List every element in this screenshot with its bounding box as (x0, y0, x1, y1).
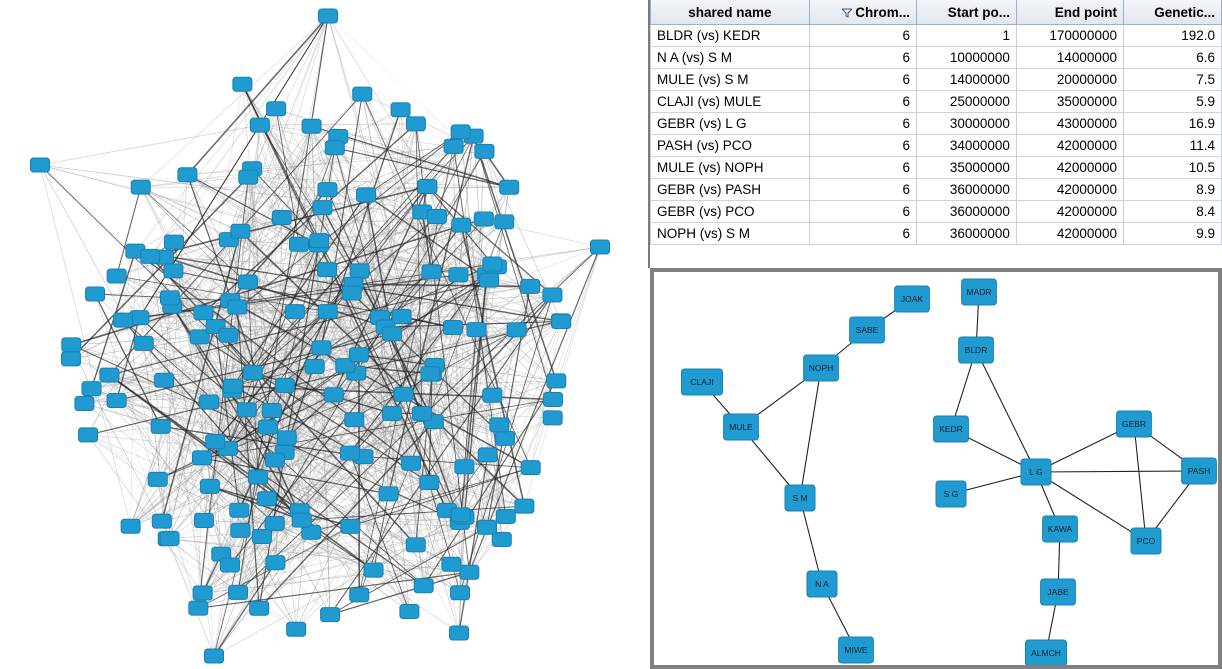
network-node[interactable] (192, 451, 211, 465)
network-node[interactable] (318, 183, 337, 197)
network-node[interactable] (478, 448, 497, 462)
network-node[interactable] (290, 237, 309, 251)
network-node[interactable] (233, 77, 252, 91)
network-node[interactable] (82, 382, 101, 396)
network-node[interactable] (292, 513, 311, 527)
network-node[interactable] (206, 435, 225, 449)
network-node[interactable] (379, 487, 398, 501)
network-node[interactable] (266, 556, 285, 570)
network-node[interactable] (515, 499, 534, 513)
network-node[interactable] (477, 520, 496, 534)
table-cell-genetic[interactable]: 5.9 (1123, 91, 1221, 113)
filter-icon[interactable] (842, 6, 852, 16)
network-node[interactable] (100, 368, 119, 382)
table-row[interactable] (651, 201, 1222, 223)
table-cell-start_point[interactable]: 35000000 (917, 157, 1017, 179)
network-node-s-g[interactable] (936, 481, 966, 507)
table-cell-start_point[interactable]: 34000000 (917, 135, 1017, 157)
network-node[interactable] (200, 479, 219, 493)
network-node[interactable] (490, 418, 509, 432)
network-node[interactable] (547, 374, 566, 388)
node-label: MULE (729, 421, 753, 432)
node-label: S M (792, 492, 808, 503)
table-cell-end_point[interactable]: 42000000 (1016, 223, 1123, 245)
network-node-kawa[interactable] (1043, 516, 1078, 542)
table-cell-start_point[interactable]: 30000000 (917, 113, 1017, 135)
network-node[interactable] (345, 413, 364, 427)
network-node[interactable] (86, 287, 105, 301)
network-node-madr[interactable] (962, 279, 997, 305)
network-node[interactable] (364, 563, 383, 577)
table-cell-shared_name[interactable]: MULE (vs) S M (651, 69, 810, 91)
network-node[interactable] (406, 538, 425, 552)
network-node[interactable] (229, 585, 248, 599)
network-node[interactable] (141, 249, 160, 263)
network-node[interactable] (220, 558, 239, 572)
network-node[interactable] (164, 264, 183, 278)
network-edge[interactable] (976, 350, 1036, 472)
node-label: CLAJI (690, 376, 714, 387)
table-cell-shared_name[interactable]: BLDR (vs) KEDR (651, 25, 810, 47)
table-cell-end_point[interactable]: 170000000 (1016, 25, 1123, 47)
network-node-mule[interactable] (724, 414, 759, 440)
network-node[interactable] (230, 503, 249, 517)
network-node[interactable] (265, 453, 284, 467)
network-node[interactable] (340, 446, 359, 460)
network-node[interactable] (223, 379, 242, 393)
table-row[interactable] (651, 179, 1222, 201)
table-cell-chrom[interactable]: 6 (809, 135, 916, 157)
network-node[interactable] (450, 626, 469, 640)
network-node[interactable] (250, 118, 269, 132)
network-node[interactable] (238, 275, 257, 289)
network-node[interactable] (178, 168, 197, 182)
subnetwork-view[interactable] (650, 268, 1222, 669)
network-node[interactable] (406, 117, 425, 131)
network-node[interactable] (318, 263, 337, 277)
network-node[interactable] (382, 327, 401, 341)
network-node[interactable] (312, 341, 331, 355)
network-node[interactable] (394, 387, 413, 401)
network-node[interactable] (155, 373, 174, 387)
table-cell-start_point[interactable]: 25000000 (917, 91, 1017, 113)
node-label: S G (943, 488, 959, 499)
network-node[interactable] (285, 305, 304, 319)
network-node[interactable] (552, 314, 571, 328)
network-node[interactable] (325, 141, 344, 155)
network-node[interactable] (496, 431, 515, 445)
subnetwork-edges (702, 292, 1199, 653)
network-node[interactable] (357, 188, 376, 202)
network-node[interactable] (342, 286, 361, 300)
network-node[interactable] (421, 367, 440, 381)
network-node-gebr[interactable] (1117, 411, 1152, 437)
network-node[interactable] (61, 352, 80, 366)
network-node[interactable] (444, 139, 463, 153)
table-cell-genetic[interactable]: 6.6 (1123, 47, 1221, 69)
table-cell-chrom[interactable]: 6 (809, 201, 916, 223)
table-cell-shared_name[interactable]: NOPH (vs) S M (651, 223, 810, 245)
network-node[interactable] (414, 579, 433, 593)
table-cell-start_point[interactable]: 36000000 (917, 223, 1017, 245)
network-node[interactable] (277, 431, 296, 445)
network-edge[interactable] (800, 368, 821, 498)
node-label: MIWE (844, 644, 868, 655)
network-node[interactable] (275, 378, 294, 392)
network-node[interactable] (400, 605, 419, 619)
network-node[interactable] (205, 649, 224, 663)
network-node[interactable] (350, 264, 369, 278)
network-node[interactable] (474, 212, 493, 226)
network-node[interactable] (460, 565, 479, 579)
network-node[interactable] (467, 323, 486, 337)
network-node[interactable] (318, 305, 337, 319)
table-cell-start_point[interactable]: 36000000 (917, 201, 1017, 223)
network-node[interactable] (193, 586, 212, 600)
node-label: SABE (855, 324, 879, 335)
node-label: BLDR (964, 344, 988, 355)
table-cell-chrom[interactable]: 6 (809, 47, 916, 69)
network-node[interactable] (402, 456, 421, 470)
network-node[interactable] (492, 533, 511, 547)
table-row[interactable] (651, 157, 1222, 179)
network-node[interactable] (75, 396, 94, 410)
network-node[interactable] (152, 514, 171, 528)
network-node[interactable] (287, 622, 306, 636)
table-header-chrom[interactable] (809, 0, 916, 25)
network-node[interactable] (231, 523, 250, 537)
table-header-label: Chrom... (855, 4, 910, 20)
network-node[interactable] (194, 306, 213, 320)
node-label: ALMCH (1031, 647, 1061, 658)
network-node[interactable] (148, 472, 167, 486)
network-node[interactable] (302, 119, 321, 133)
table-cell-end_point[interactable]: 35000000 (1016, 91, 1123, 113)
network-node[interactable] (443, 321, 462, 335)
network-node[interactable] (451, 508, 470, 522)
network-node[interactable] (496, 509, 515, 523)
node-label: JOAK (900, 293, 924, 304)
table-cell-chrom[interactable]: 6 (809, 179, 916, 201)
network-node[interactable] (79, 428, 98, 442)
network-node[interactable] (62, 338, 81, 352)
table-header-label: Start po... (947, 4, 1010, 20)
table-cell-genetic[interactable]: 7.5 (1123, 69, 1221, 91)
network-node-joak[interactable] (895, 286, 930, 312)
network-node[interactable] (480, 273, 499, 287)
network-node[interactable] (237, 403, 256, 417)
table-cell-start_point[interactable]: 1 (917, 25, 1017, 47)
table-cell-end_point[interactable]: 43000000 (1016, 113, 1123, 135)
network-node-claji[interactable] (682, 369, 723, 395)
network-node[interactable] (248, 470, 267, 484)
table-header-label: Genetic... (1154, 4, 1215, 20)
network-node[interactable] (543, 411, 562, 425)
table-cell-shared_name[interactable]: GEBR (vs) PASH (651, 179, 810, 201)
network-node[interactable] (243, 366, 262, 380)
network-node[interactable] (591, 240, 610, 254)
network-node[interactable] (121, 519, 140, 533)
table-cell-start_point[interactable]: 14000000 (917, 69, 1017, 91)
network-node-miwe[interactable] (839, 637, 874, 663)
network-node-s-m[interactable] (785, 485, 815, 511)
table-row[interactable] (651, 47, 1222, 69)
node-label: MADR (966, 286, 992, 297)
table-cell-genetic[interactable]: 10.5 (1123, 157, 1221, 179)
network-node[interactable] (353, 87, 372, 101)
network-node-l-g[interactable] (1021, 459, 1051, 485)
table-cell-chrom[interactable]: 6 (809, 113, 916, 135)
table-header-label: End point (1054, 4, 1117, 20)
network-node[interactable] (449, 268, 468, 282)
network-node-n-a[interactable] (807, 571, 837, 597)
table-header-label: shared name (688, 4, 772, 20)
network-node[interactable] (455, 460, 474, 474)
table-row[interactable] (651, 113, 1222, 135)
network-node[interactable] (131, 180, 150, 194)
table-cell-chrom[interactable]: 6 (809, 157, 916, 179)
table-row[interactable] (651, 91, 1222, 113)
node-label: GEBR (1121, 418, 1147, 429)
network-node[interactable] (313, 201, 332, 215)
network-node[interactable] (483, 388, 502, 402)
table-cell-genetic[interactable]: 8.9 (1123, 179, 1221, 201)
network-node[interactable] (231, 224, 250, 238)
node-label: KAWA (1047, 523, 1073, 534)
table-row[interactable] (651, 223, 1222, 245)
table-cell-genetic[interactable]: 11.4 (1123, 135, 1221, 157)
table-cell-shared_name[interactable]: GEBR (vs) L G (651, 113, 810, 135)
network-node[interactable] (420, 475, 439, 489)
table-row[interactable] (651, 69, 1222, 91)
network-node[interactable] (483, 257, 502, 271)
node-label: JABE (1047, 586, 1069, 597)
table-cell-end_point[interactable]: 42000000 (1016, 201, 1123, 223)
network-node-pash[interactable] (1182, 458, 1217, 484)
network-node[interactable] (442, 557, 461, 571)
network-node[interactable] (228, 300, 247, 314)
network-node[interactable] (272, 210, 291, 224)
network-node[interactable] (391, 103, 410, 117)
network-node[interactable] (265, 516, 284, 530)
network-node[interactable] (250, 601, 269, 615)
network-node[interactable] (349, 348, 368, 362)
network-node[interactable] (310, 234, 329, 248)
table-cell-end_point[interactable]: 42000000 (1016, 135, 1123, 157)
table-header-start_point[interactable] (917, 0, 1017, 25)
network-node[interactable] (475, 144, 494, 158)
network-node[interactable] (151, 419, 170, 433)
network-node[interactable] (543, 392, 562, 406)
network-node[interactable] (324, 388, 343, 402)
table-body[interactable] (651, 25, 1222, 245)
table-header-end_point[interactable] (1016, 0, 1123, 25)
attribute-table-panel[interactable] (648, 0, 1222, 268)
network-node[interactable] (521, 461, 540, 475)
table-header-row (651, 0, 1222, 25)
table-cell-start_point[interactable]: 36000000 (917, 179, 1017, 201)
table-cell-chrom[interactable]: 6 (809, 69, 916, 91)
table-cell-shared_name[interactable]: N A (vs) S M (651, 47, 810, 69)
network-node-jabe[interactable] (1041, 579, 1076, 605)
network-node[interactable] (412, 407, 431, 421)
table-header-genetic[interactable] (1123, 0, 1221, 25)
node-label: KEDR (939, 423, 963, 434)
table-cell-shared_name[interactable]: MULE (vs) NOPH (651, 157, 810, 179)
table-cell-start_point[interactable]: 10000000 (917, 47, 1017, 69)
network-node[interactable] (451, 125, 470, 139)
table-cell-shared_name[interactable]: PASH (vs) PCO (651, 135, 810, 157)
network-node[interactable] (219, 328, 238, 342)
network-node[interactable] (259, 420, 278, 434)
network-node[interactable] (392, 310, 411, 324)
table-cell-genetic[interactable]: 192.0 (1123, 25, 1221, 47)
table-cell-chrom[interactable]: 6 (809, 223, 916, 245)
network-node-sabe[interactable] (850, 317, 885, 343)
network-node[interactable] (495, 215, 514, 229)
network-node[interactable] (452, 218, 471, 232)
network-node[interactable] (200, 395, 219, 409)
network-node[interactable] (321, 608, 340, 622)
network-node[interactable] (262, 403, 281, 417)
table-cell-shared_name[interactable]: GEBR (vs) PCO (651, 201, 810, 223)
network-node[interactable] (134, 336, 153, 350)
network-node-kedr[interactable] (934, 416, 969, 442)
table-cell-genetic[interactable]: 16.9 (1123, 113, 1221, 135)
attribute-table[interactable] (650, 0, 1222, 245)
subnetwork-canvas[interactable] (654, 272, 1218, 665)
network-node[interactable] (507, 323, 526, 337)
table-cell-genetic[interactable]: 8.4 (1123, 201, 1221, 223)
network-node-pco[interactable] (1131, 528, 1161, 554)
network-node[interactable] (257, 492, 276, 506)
network-node[interactable] (164, 235, 183, 249)
network-node[interactable] (239, 170, 258, 184)
network-node-almch[interactable] (1026, 640, 1067, 665)
network-node[interactable] (500, 180, 519, 194)
table-row[interactable] (651, 135, 1222, 157)
node-label: L G (1029, 466, 1043, 477)
table-row[interactable] (651, 25, 1222, 47)
network-node[interactable] (160, 531, 179, 545)
node-label: N A (815, 578, 829, 589)
network-node[interactable] (189, 601, 208, 615)
network-node[interactable] (350, 588, 369, 602)
table-cell-chrom[interactable]: 6 (809, 25, 916, 47)
node-label: PCO (1136, 535, 1156, 546)
network-node[interactable] (267, 102, 286, 116)
network-edge[interactable] (1036, 471, 1199, 472)
network-node[interactable] (194, 513, 213, 527)
network-node[interactable] (521, 279, 540, 293)
node-label: PASH (1187, 465, 1211, 476)
table-cell-genetic[interactable]: 9.9 (1123, 223, 1221, 245)
network-node[interactable] (319, 9, 338, 23)
table-cell-end_point[interactable]: 14000000 (1016, 47, 1123, 69)
network-node[interactable] (107, 269, 126, 283)
network-node[interactable] (31, 158, 50, 172)
network-node[interactable] (114, 313, 133, 327)
network-node[interactable] (160, 291, 179, 305)
network-node[interactable] (305, 360, 324, 374)
table-cell-end_point[interactable]: 42000000 (1016, 179, 1123, 201)
table-cell-end_point[interactable]: 42000000 (1016, 157, 1123, 179)
network-node-noph[interactable] (804, 355, 839, 381)
table-cell-shared_name[interactable]: CLAJI (vs) MULE (651, 91, 810, 113)
network-node-bldr[interactable] (959, 337, 994, 363)
network-node[interactable] (107, 394, 126, 408)
network-node[interactable] (383, 406, 402, 420)
network-node[interactable] (418, 179, 437, 193)
network-node[interactable] (427, 210, 446, 224)
table-cell-chrom[interactable]: 6 (809, 91, 916, 113)
table-header-shared_name[interactable] (651, 0, 810, 25)
network-node[interactable] (451, 586, 470, 600)
network-node[interactable] (422, 265, 441, 279)
network-node[interactable] (543, 288, 562, 302)
network-edge[interactable] (1134, 424, 1146, 541)
table-cell-end_point[interactable]: 20000000 (1016, 69, 1123, 91)
node-label: NOPH (808, 362, 834, 373)
network-node[interactable] (341, 519, 360, 533)
network-node[interactable] (252, 530, 271, 544)
